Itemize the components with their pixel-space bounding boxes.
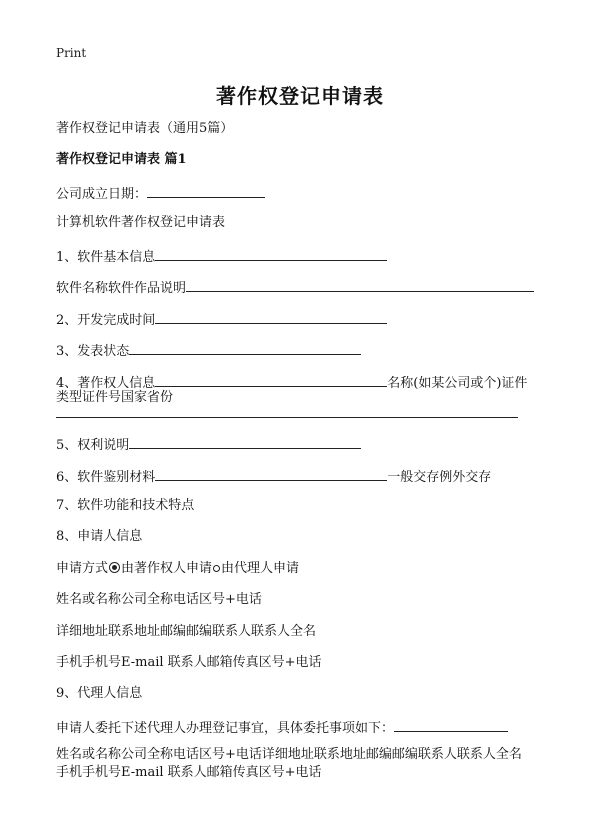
applicant-line-2: 详细地址联系地址邮编邮编联系人联系人全名: [56, 624, 317, 639]
item-6-blank[interactable]: [155, 466, 387, 481]
company-date-blank[interactable]: [147, 183, 265, 198]
apply-option-agent: 由代理人申请: [221, 561, 300, 576]
apply-method-label: 申请方式: [56, 561, 109, 576]
item-4-blank[interactable]: [155, 372, 387, 387]
subtitle: 著作权登记申请表（通用5篇）: [56, 121, 234, 136]
apply-option-owner: 由著作权人申请: [121, 561, 213, 576]
item-4-label: 4、著作权人信息: [56, 376, 156, 391]
agent-entrust-blank[interactable]: [394, 717, 508, 732]
item-3-blank[interactable]: [129, 340, 361, 355]
radio-agent-icon[interactable]: [213, 565, 220, 572]
item-5-label: 5、权利说明: [56, 438, 130, 453]
item-2-label: 2、开发完成时间: [56, 313, 156, 328]
item-3-label: 3、发表状态: [56, 344, 130, 359]
company-date-label: 公司成立日期：: [56, 187, 148, 202]
form-name: 计算机软件著作权登记申请表: [56, 215, 226, 230]
applicant-line-3: 手机手机号E-mail 联系人邮箱传真区号+电话: [56, 655, 322, 670]
applicant-line-1: 姓名或名称公司全称电话区号+电话: [56, 592, 262, 607]
section-heading: 著作权登记申请表 篇1: [56, 152, 187, 167]
item-1-blank[interactable]: [155, 246, 387, 261]
item-8: 8、申请人信息: [56, 529, 143, 544]
item-7: 7、软件功能和技术特点: [56, 498, 195, 513]
item-6-row: [56, 466, 491, 487]
item-1-detail-blank[interactable]: [186, 277, 534, 292]
apply-method-row: [56, 560, 299, 578]
item-3-row: [56, 340, 361, 361]
item-1-row: [56, 246, 387, 267]
item-5-row: [56, 434, 361, 455]
item-6-suffix: 一般交存例外交存: [387, 470, 492, 485]
agent-line-1: 姓名或名称公司全称电话区号+电话详细地址联系地址邮编邮编联系人联系人全名: [56, 747, 522, 762]
item-2-blank[interactable]: [155, 309, 387, 324]
item-4-long-blank[interactable]: [56, 403, 518, 418]
item-1-detail-label: 软件名称软件作品说明: [56, 281, 187, 296]
item-6-label: 6、软件鉴别材料: [56, 470, 156, 485]
radio-owner-icon[interactable]: [109, 562, 120, 573]
print-link[interactable]: Print: [56, 46, 87, 60]
page-title: 著作权登记申请表: [216, 84, 384, 108]
item-9: 9、代理人信息: [56, 686, 143, 701]
item-4-suffix: 名称(如某公司或个)证件: [387, 376, 528, 391]
item-1-label: 1、软件基本信息: [56, 250, 156, 265]
item-1-detail-row: [56, 277, 534, 298]
agent-entrust-row: [56, 717, 508, 738]
agent-entrust-label: 申请人委托下述代理人办理登记事宜，具体委托事项如下：: [56, 721, 395, 736]
item-2-row: [56, 309, 387, 330]
agent-line-2: 手机手机号E-mail 联系人邮箱传真区号+电话: [56, 765, 322, 780]
company-date-row: [56, 183, 265, 204]
item-5-blank[interactable]: [129, 434, 361, 449]
item-4-line-3: [56, 403, 518, 424]
item-4-line-2: 类型证件号国家省份: [56, 390, 174, 405]
